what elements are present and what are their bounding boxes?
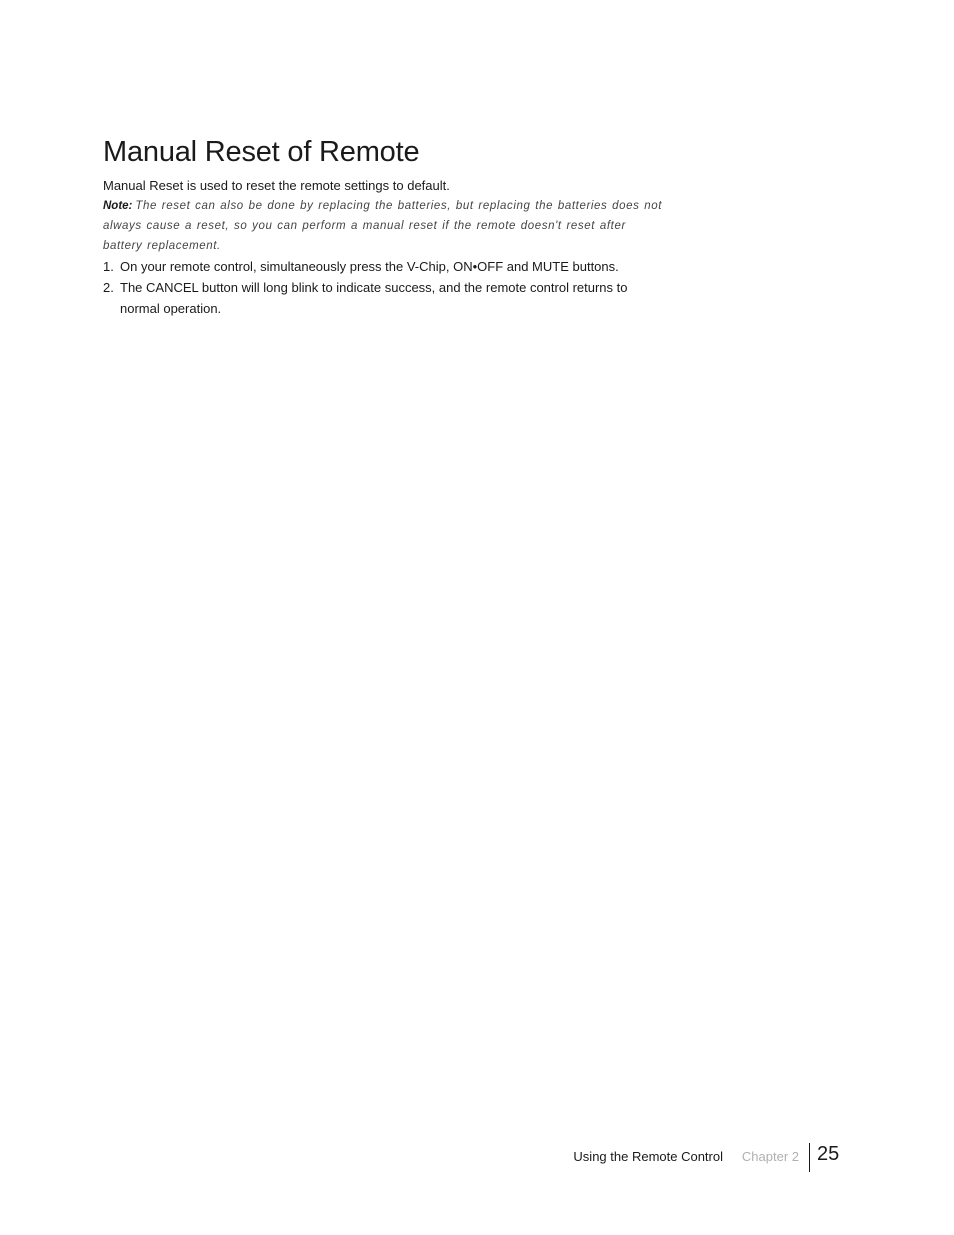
footer-chapter-label: Chapter 2 — [741, 1149, 799, 1164]
note-text: The reset can also be done by replacing the batteries, but replacing the batteries does not always cause a reset, so you can perform a manual reset if the remote doesn't reset after battery replacement. — [103, 200, 663, 252]
footer-divider — [809, 1143, 810, 1172]
step-number: 2. — [103, 280, 114, 295]
note-label: Note: — [103, 200, 133, 212]
step-text: On your remote control, simultaneously press the V-Chip, ON•OFF and MUTE buttons. — [120, 259, 619, 274]
note-paragraph — [103, 196, 663, 256]
list-item — [103, 277, 663, 319]
intro-paragraph: Manual Reset is used to reset the remote settings to default. — [103, 178, 450, 193]
page-footer — [0, 1140, 954, 1172]
list-item — [103, 256, 663, 277]
step-number: 1. — [103, 259, 114, 274]
page-content — [103, 132, 663, 319]
page-title: Manual Reset of Remote — [103, 136, 420, 168]
steps-list — [103, 256, 663, 319]
footer-section-title: Using the Remote Control — [573, 1149, 723, 1164]
step-text: The CANCEL button will long blink to indicate success, and the remote control returns to normal operation. — [120, 280, 628, 316]
page-number: 25 — [817, 1143, 840, 1165]
